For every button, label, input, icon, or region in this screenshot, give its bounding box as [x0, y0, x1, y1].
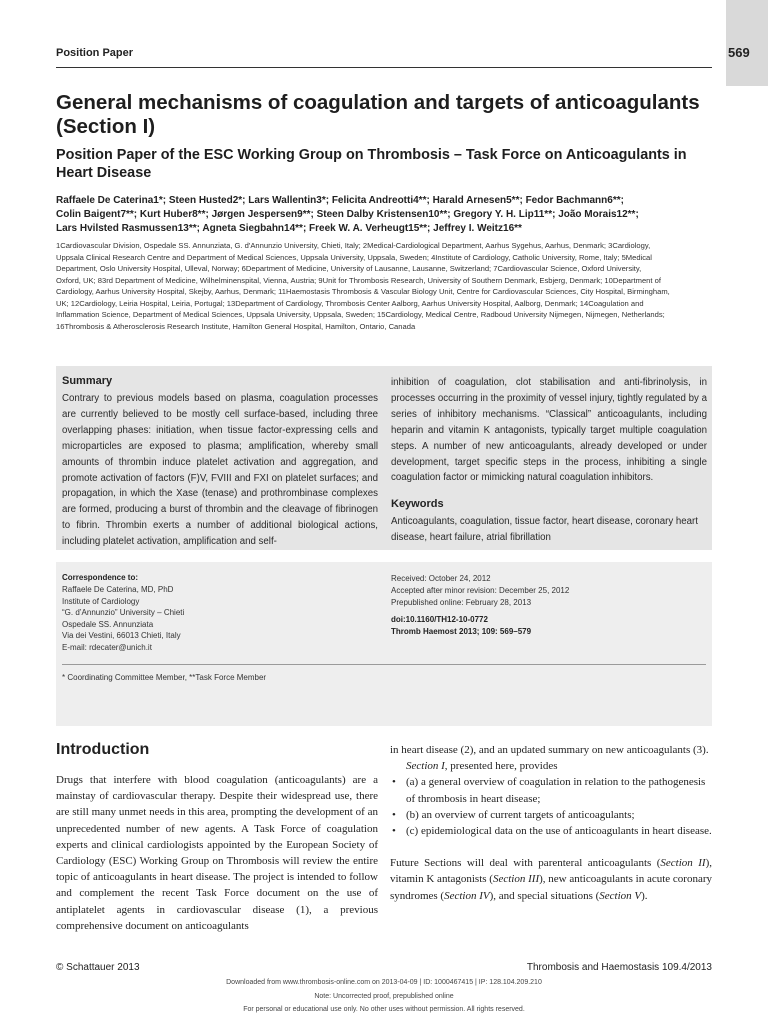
correspondence-heading: Correspondence to:: [62, 573, 139, 582]
affiliation-line: Inflammation Science, Department of Medical Sciences, Uppsala University, Uppsala, Sweden; 15Cardiology, Medical Centre, Radboud University Nijmegen, Nijmegen, Netherlands;: [56, 310, 665, 319]
intro-lead: in heart disease (2), and an updated summary on new anticoagulants (3).: [390, 744, 709, 756]
section-intro-rest: , presented here, provides: [444, 760, 558, 773]
page-number: 569: [728, 45, 750, 60]
future-run: Future Sections will deal with parenteral anticoagulants (: [390, 857, 661, 870]
received-date: Received: October 24, 2012: [391, 574, 491, 583]
list-item: • (c) epidemiological data on the use of anticoagulants in heart disease.: [390, 823, 712, 839]
footnote-divider: [62, 664, 706, 665]
download-line: Downloaded from www.thrombosis-online.com on 2013-04-09 | ID: 1000467415 | IP: 128.104.209.210: [226, 979, 542, 986]
author-line: Colin Baigent7**; Kurt Huber8**; Jørgen Jespersen9**; Steen Dalby Kristensen10**; Gregory Y. H. Lip11**; João Morais12**;: [56, 209, 639, 220]
doi[interactable]: doi:10.1160/TH12-10-0772: [391, 615, 488, 624]
usage-note: For personal or educational use only. No other uses without permission. All rights reserved.: [243, 1006, 525, 1013]
list-item: • (b) an overview of current targets of anticoagulants;: [390, 807, 712, 823]
correspondence-line: Institute of Cardiology: [62, 596, 140, 606]
future-run-italic: Section IV: [444, 889, 490, 902]
prepublished-date: Prepublished online: February 28, 2013: [391, 597, 532, 607]
future-run: ), vitamin K antagonists (: [390, 857, 712, 886]
author-line: Raffaele De Caterina1*; Steen Husted2*; Lars Wallentin3*; Felicita Andreotti4**; Harald Arnesen5**; Fedor Bachmann6**;: [56, 195, 624, 206]
keywords-heading: Keywords: [391, 498, 444, 510]
affiliation-line: 16Thrombosis & Atherosclerosis Research Institute, Hamilton General Hospital, Hamilton, Ontario, Canada: [56, 321, 416, 331]
future-run: ).: [641, 889, 648, 902]
affiliations: [56, 240, 722, 332]
article-subtitle: Position Paper of the ESC Working Group on Thrombosis – Task Force on Anticoagulants in Heart Disease: [56, 147, 687, 181]
section-label: Position Paper: [56, 47, 134, 59]
introduction-text-left: Drugs that interfere with blood coagulation (anticoagulants) are a mainstay of cardiovascular therapy. Despite their widespread use, there are still many unmet needs in this area, prompting the development of an unprecedented number of new agents. A Task Force of coagulation experts and clinical cardiologists appointed by the European Society of Cardiology (ESC) Working Group on Thrombosis will review the entire topic of anticoagulants in heart disease. The project is intended to follow and complement the recent Task Force document on the use of antiplatelet agents in cardiovascular disease (1), a previous comprehensive document on anticoagulants: [56, 774, 378, 932]
affiliation-line: UK; 12Cardiology, Leiria Hospital, Leiria, Portugal; 13Department of Cardiology, Thrombosis Center Aalborg, Aarhus University Hospital, Aalborg, Denmark; 14Coagulation and: [56, 298, 644, 308]
list-item: • (a) a general overview of coagulation in relation to the pathogenesis of thrombosis in heart disease;: [390, 774, 712, 806]
correspondence-line: Via dei Vestini, 66013 Chieti, Italy: [62, 631, 181, 640]
future-run: ), new anticoagulants in acute coronary syndromes (: [390, 873, 713, 902]
affiliation-line: Department, Oslo University Hospital, Ulleval, Norway; 6Department of Medicine, University of Lausanne, Lausanne, Switzerland; 7Cardiovascular Science, Oxford University,: [56, 264, 642, 273]
correspondence-line: Raffaele De Caterina, MD, PhD: [62, 585, 174, 594]
introduction-text-right: [390, 742, 712, 904]
correspondence-line: Ospedale SS. Annunziata: [62, 619, 154, 629]
section-intro: [390, 758, 712, 774]
author-list: [56, 194, 722, 236]
correspondence-address: [62, 584, 382, 653]
scope-list: [390, 774, 712, 839]
keywords-text: Anticoagulants, coagulation, tissue factor, heart disease, coronary heart disease, heart failure, atrial fibrillation: [391, 516, 698, 543]
header-rule: [56, 67, 712, 68]
summary-text-left: Contrary to previous models based on plasma, coagulation processes are currently believed to be mostly cell surface-based, including three overlapping phases: initiation, when tissue factor-expressing cells and microparticles are exposed to plasma; amplification, whereby small amounts of thrombin induce platelet activation and aggregation, and promote activation of factors (F)V, FVIII and FXI on platelet surfaces; and propagation, in which the Xase (tenase) and prothrombinase complexes are formed, producing a burst of thrombin and the cleavage of fibrinogen to fibrin. Thrombin exerts a number of additional biological actions, including platelet activation, amplification and self-: [62, 393, 378, 548]
future-run-italic: Section V: [599, 889, 642, 902]
copyright: © Schattauer 2013: [56, 962, 140, 973]
proof-note: Note: Uncorrected proof, prepublished online: [314, 993, 454, 1000]
correspondence-email[interactable]: E-mail: rdecater@unich.it: [62, 642, 152, 652]
affiliation-line: 1Cardiovascular Division, Ospedale SS. Annunziata, G. d'Annunzio University, Chieti, Italy; 2Medical-Cardiological Department, Aarhus Sygehus, Aarhus, Denmark; 3Cardiology,: [56, 241, 651, 250]
correspondence-line: “G. d’Annunzio” University – Chieti: [62, 608, 185, 617]
introduction-heading: Introduction: [56, 741, 150, 758]
citation: Thromb Haemost 2013; 109: 569–579: [391, 627, 532, 636]
publication-dates: [391, 573, 711, 608]
summary-heading: Summary: [62, 375, 113, 387]
summary-text-right: inhibition of coagulation, clot stabilisation and anti-fibrinolysis, in processes occurring in the proximity of vessel injury, tightly regulated by a series of inhibitory mechanisms. “Classical” anticoagulants, including heparin and vitamin K antagonists, typically target multiple coagulation steps. A number of new anticoagulants, already developed or under development, target specific steps in the process, inhibiting a single coagulation factor or mimicking natural coagulation inhibitors.: [391, 377, 707, 484]
accepted-date: Accepted after minor revision: December 25, 2012: [391, 585, 570, 595]
section-intro-italic: Section I: [406, 760, 445, 773]
page-tab: [726, 0, 768, 86]
affiliation-line: Uppsala Clinical Research Centre and Department of Medical Sciences, Uppsala University, Uppsala, Sweden; 4Institute of Cardiology, Catholic University, Rome, Italy; 5Medical: [56, 252, 652, 262]
future-run: ), and special situations (: [489, 889, 600, 902]
future-sections-paragraph: [390, 855, 712, 904]
journal-issue: Thrombosis and Haemostasis 109.4/2013: [526, 962, 712, 973]
future-run-italic: Section III: [492, 873, 540, 886]
future-run-italic: Section II: [660, 857, 706, 870]
affiliation-line: Oxford, UK; 83rd Department of Medicine, Wilhelminenspital, Vienna, Austria; 9Unit for Thrombosis Research, University of Southern Denmark, Esbjerg, Denmark; 10Department of: [56, 275, 661, 285]
article-title: General mechanisms of coagulation and targets of anticoagulants (Section I): [56, 91, 700, 138]
affiliation-line: Cardiology, Aarhus University Hospital, Skejby, Aarhus, Denmark; 11Haemostasis Thrombosis & Vascular Biology Unit, Centre for Cardiovascular Sciences, City Hospital, Birmingham,: [56, 287, 670, 296]
footnote: * Coordinating Committee Member, **Task Force Member: [62, 673, 267, 682]
author-line: Lars Hvilsted Rasmussen13**; Agneta Siegbahn14**; Freek W. A. Verheugt15**; Jeffrey I. Weitz16**: [56, 223, 522, 234]
